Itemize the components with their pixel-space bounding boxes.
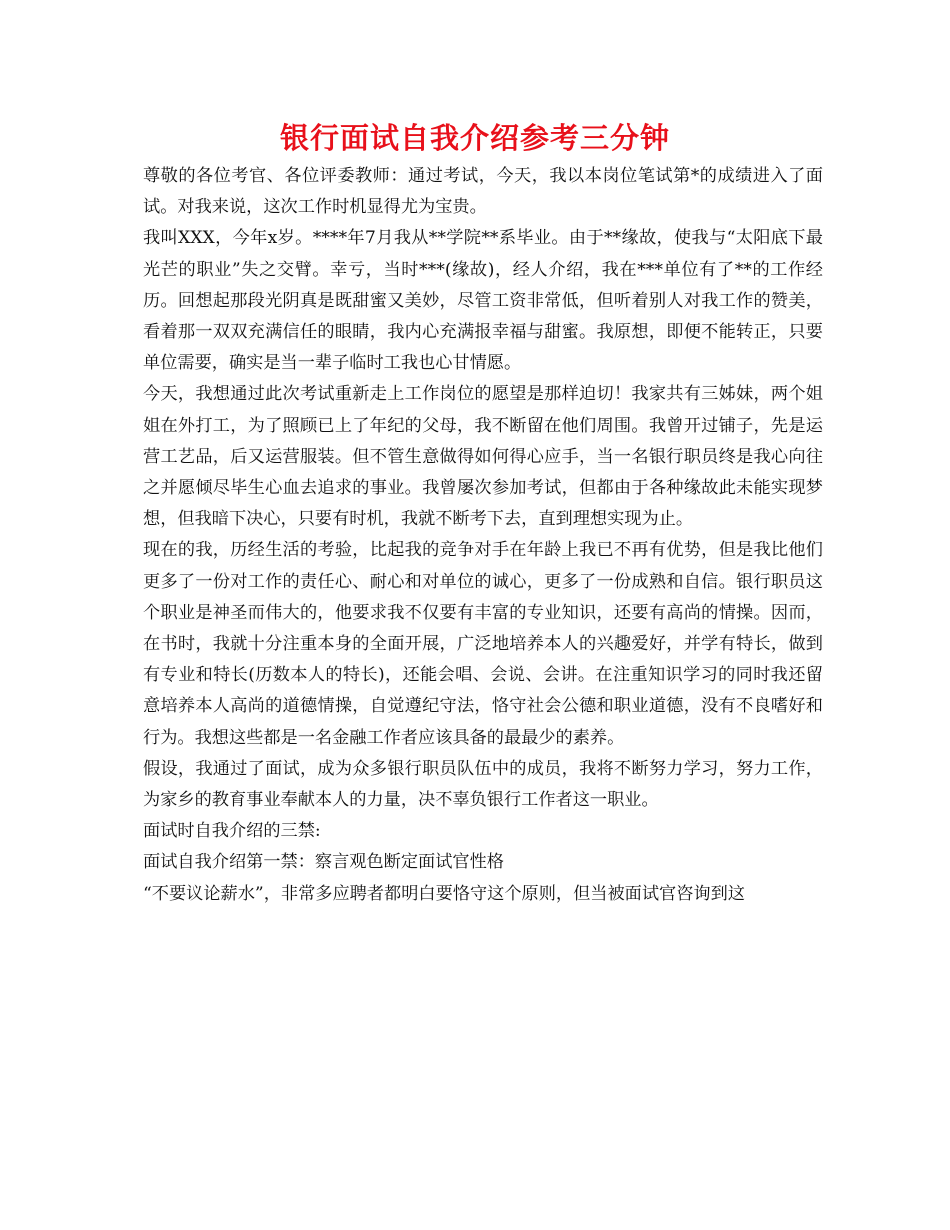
section-heading-three-taboos: 面试时自我介绍的三禁: (143, 821, 321, 842)
paragraph-greeting: 尊敬的各位考官、各位评委教师：通过考试，今天，我以本岗位笔试第*的成绩进入了面试。对我来说，这次工作时机显得尤为宝贵。 (143, 166, 823, 218)
paragraph-salary: “不要议论薪水”，非常多应聘者都明白要恪守这个原则，但当被面试官咨询到这 (143, 883, 745, 904)
paragraph-qualities: 现在的我，历经生活的考验，比起我的竞争对手在年龄上我已不再有优势，但是我比他们更多了一份对工作的责任心、耐心和对单位的诚心，更多了一份成熟和自信。银行职员这个职业是神圣而伟大的，他要求我不仅要有丰富的专业知识，还要有高尚的情操。因而，在书时，我就十分注重本身的全面开展，广泛地培养本人的兴趣爱好，并学有特长，做到有专业和特长(历数本人的特长)，还能会唱、会说、会讲。在注重知识学习的同时我还留意培养本人高尚的道德情操，自觉遵纪守法，恪守社会公德和职业道德，没有不良嗜好和行为。我想这些都是一名金融工作者应该具备的最最少的素养。 (143, 540, 823, 748)
paragraph-commitment: 假设，我通过了面试，成为众多银行职员队伍中的成员，我将不断努力学习，努力工作，为家乡的教育事业奉献本人的力量，决不辜负银行工作者这一职业。 (143, 758, 823, 811)
subheading-first-taboo: 面试自我介绍第一禁：察言观色断定面试官性格 (143, 852, 504, 873)
document-body (143, 161, 823, 910)
paragraph-aspiration: 今天，我想通过此次考试重新走上工作岗位的愿望是那样迫切！我家共有三姊妹，两个姐姐在外打工，为了照顾已上了年纪的父母，我不断留在他们周围。我曾开过铺子，先是运营工艺品，后又运营服装。但不管生意做得如何得心应手，当一名银行职员终是我心向往之并愿倾尽毕生心血去追求的事业。我曾屡次参加考试，但都由于各种缘故此未能实现梦想，但我暗下决心，只要有时机，我就不断考下去，直到理想实现为止。 (143, 384, 823, 530)
document-title: 银行面试自我介绍参考三分钟 (279, 121, 670, 155)
paragraph-background: 我叫XXX，今年x岁。****年7月我从**学院**系毕业。由于**缘故，使我与“太阳底下最光芒的职业”失之交臂。幸亏，当时***(缘故)，经人介绍，我在***单位有了**的工作经历。回想起那段光阴真是既甜蜜又美妙，尽管工资非常低，但听着别人对我工作的赞美，看着那一双双充满信任的眼睛，我内心充满报幸福与甜蜜。我原想，即便不能转正，只要单位需要，确实是当一辈子临时工我也心甘情愿。 (143, 228, 823, 374)
